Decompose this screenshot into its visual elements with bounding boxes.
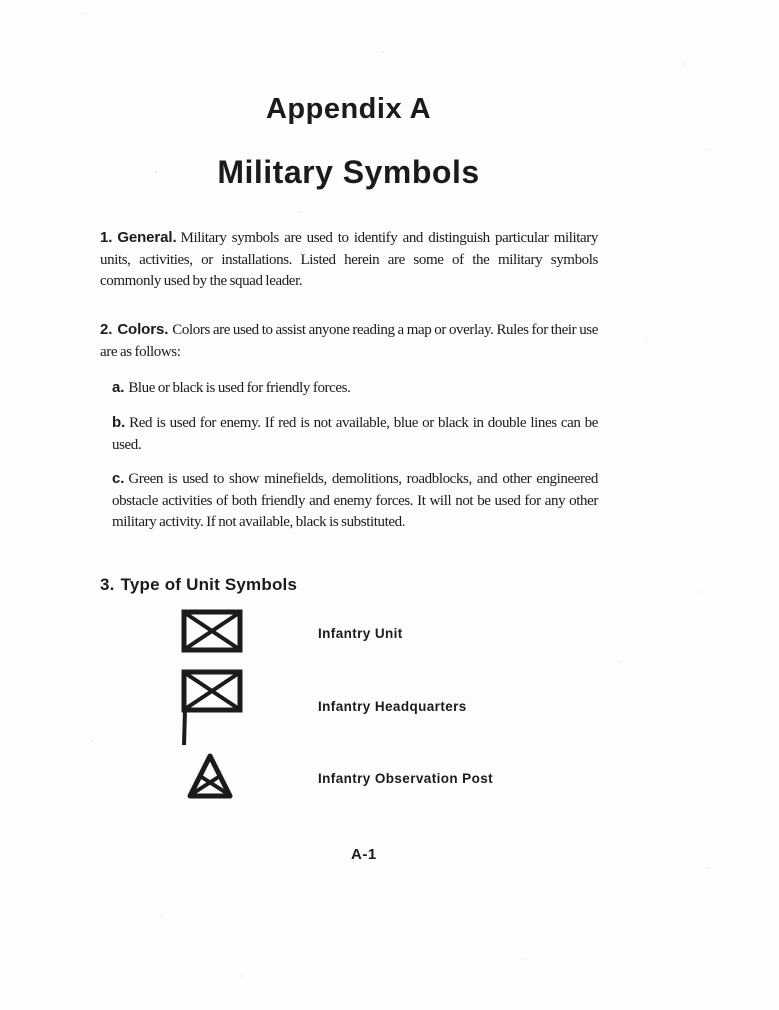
infantry-headquarters-label: Infantry Headquarters bbox=[318, 699, 467, 714]
item-c-text: Green is used to show minefields, demolitions, roadblocks, and other engineered obstacle activities of both friendly and enemy forces. It will not be used for any other military activity. If not available, black is substituted. bbox=[112, 471, 598, 530]
section-1-number: 1. bbox=[100, 229, 113, 246]
infantry-observation-post-icon bbox=[186, 752, 234, 800]
item-a-letter: a. bbox=[112, 379, 125, 396]
paragraph-colors bbox=[100, 319, 598, 363]
item-b-letter: b. bbox=[112, 414, 126, 431]
item-b-text: Red is used for enemy. If red is not available, blue or black in double lines can be used. bbox=[112, 415, 598, 453]
infantry-headquarters-icon bbox=[181, 669, 243, 747]
section-3-number: 3. bbox=[100, 575, 115, 594]
section-1-text: Military symbols are used to identify and distinguish particular military units, activities, or installations. Listed herein are some of the military symbols commonly used by the squad leader. bbox=[100, 230, 598, 289]
infantry-observation-post-label: Infantry Observation Post bbox=[318, 771, 494, 786]
infantry-unit-icon bbox=[181, 609, 243, 653]
document-title: Military Symbols bbox=[217, 154, 480, 190]
section-2-text: Colors are used to assist anyone reading a map or overlay. Rules for their use are as follows: bbox=[100, 322, 598, 360]
infantry-unit-label: Infantry Unit bbox=[318, 626, 403, 641]
page-number: A-1 bbox=[351, 846, 377, 863]
section-2-number: 2. bbox=[100, 321, 113, 338]
section-1-label: General. bbox=[117, 229, 177, 246]
color-rule-item-a bbox=[112, 377, 598, 400]
color-rule-item-b bbox=[112, 412, 598, 456]
item-c-letter: c. bbox=[112, 470, 125, 487]
appendix-title: Appendix A bbox=[265, 93, 432, 125]
item-a-text: Blue or black is used for friendly forces. bbox=[128, 380, 351, 396]
paragraph-general bbox=[100, 227, 598, 293]
section-3-label: Type of Unit Symbols bbox=[120, 575, 298, 594]
section-heading-unit-symbols bbox=[100, 575, 297, 595]
color-rule-item-c bbox=[112, 468, 598, 534]
section-2-label: Colors. bbox=[117, 321, 169, 338]
